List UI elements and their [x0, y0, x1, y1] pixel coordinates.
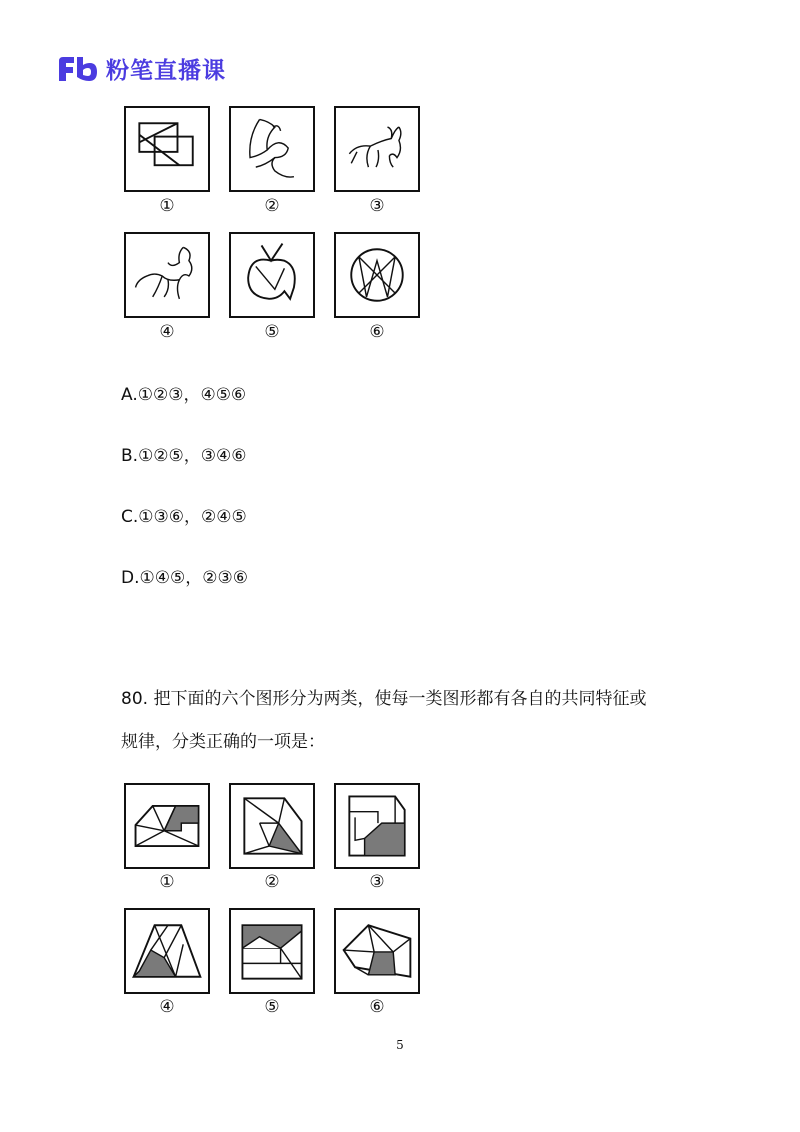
q79-option-d[interactable]: D.①④⑤，②③⑥: [121, 568, 248, 588]
q80-label-2: ②: [264, 872, 280, 892]
q80-stem-line-2: 规律，分类正确的一项是：: [121, 732, 325, 752]
shaded-polygon-figure-icon: [126, 910, 208, 992]
fb-logo-icon: [56, 55, 98, 83]
q80-label-4: ④: [159, 997, 175, 1017]
q79-label-6: ⑥: [369, 322, 385, 342]
q80-figure-4: [124, 908, 210, 994]
q79-figure-4: [124, 232, 210, 318]
q79-label-4: ④: [159, 322, 175, 342]
q79-option-c[interactable]: C.①③⑥，②④⑤: [121, 507, 247, 527]
overlapping-rectangles-icon: [126, 108, 208, 190]
q79-option-a[interactable]: A.①②③，④⑤⑥: [121, 385, 247, 405]
page-number: 5: [396, 1038, 404, 1052]
q80-figure-2: [229, 783, 315, 869]
q80-label-1: ①: [159, 872, 175, 892]
brand-logo: [56, 52, 226, 85]
q79-figure-6: [334, 232, 420, 318]
q79-label-1: ①: [159, 196, 175, 216]
q80-label-3: ③: [369, 872, 385, 892]
horse-line-drawing-icon: [126, 234, 208, 316]
q79-figure-2: [229, 106, 315, 192]
q80-stem-line-1: 80. 把下面的六个图形分为两类，使每一类图形都有各自的共同特征或: [121, 689, 647, 709]
shaded-polygon-figure-icon: [126, 785, 208, 867]
q80-figure-3: [334, 783, 420, 869]
q79-option-b[interactable]: B.①②⑤，③④⑥: [121, 446, 247, 466]
shaded-polygon-figure-icon: [231, 785, 313, 867]
apple-line-drawing-icon: [231, 234, 313, 316]
butterfly-line-drawing-icon: [231, 108, 313, 190]
circle-with-zigzag-icon: [336, 234, 418, 316]
brand-name: 粉笔直播课: [106, 58, 226, 84]
q79-figure-3: [334, 106, 420, 192]
q79-label-2: ②: [264, 196, 280, 216]
q79-label-3: ③: [369, 196, 385, 216]
q79-figure-5: [229, 232, 315, 318]
q80-figure-5: [229, 908, 315, 994]
q80-figure-1: [124, 783, 210, 869]
shaded-polygon-figure-icon: [336, 910, 418, 992]
bull-line-drawing-icon: [336, 108, 418, 190]
q79-figure-1: [124, 106, 210, 192]
q80-label-6: ⑥: [369, 997, 385, 1017]
q80-label-5: ⑤: [264, 997, 280, 1017]
q80-figure-6: [334, 908, 420, 994]
q79-label-5: ⑤: [264, 322, 280, 342]
shaded-polygon-figure-icon: [336, 785, 418, 867]
shaded-polygon-figure-icon: [231, 910, 313, 992]
